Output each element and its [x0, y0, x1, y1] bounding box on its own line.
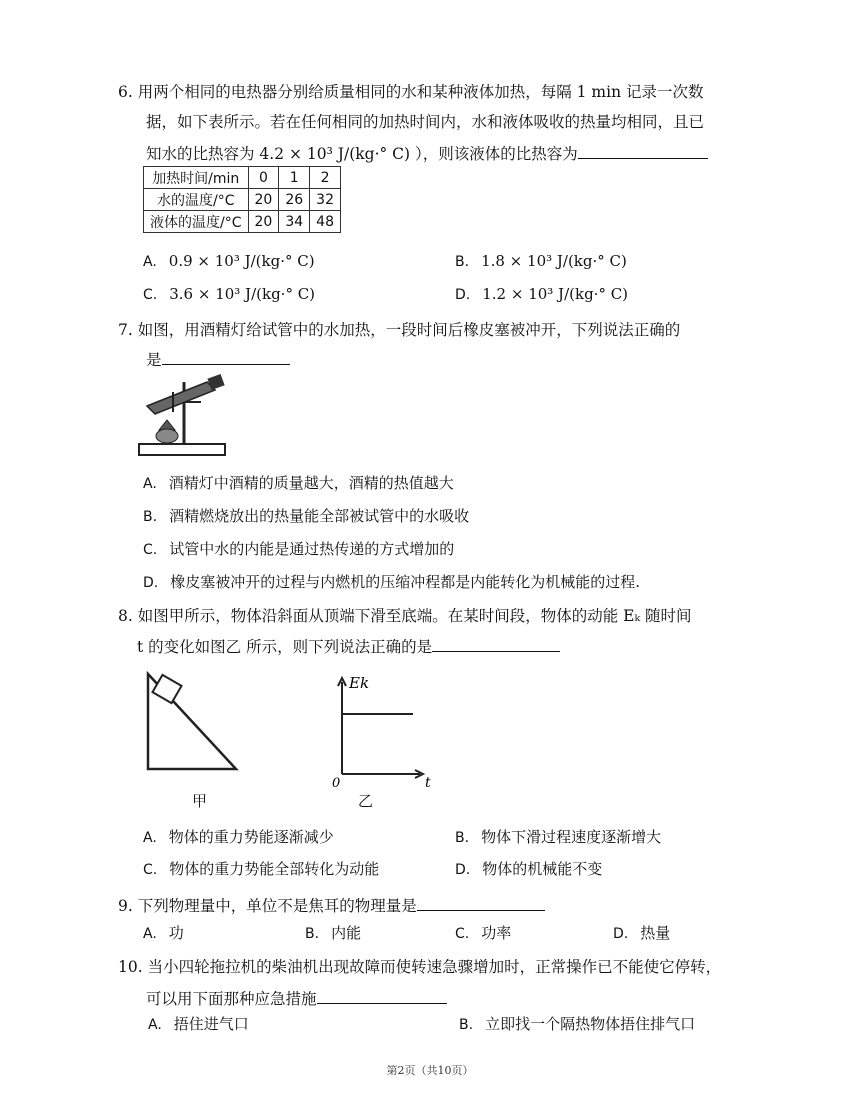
table-cell: 20 [248, 211, 279, 233]
q10-line1: 10. 当小四轮拖拉机的柴油机出现故障而使转速急骤增加时，正常操作已不能使它停转， [118, 958, 722, 976]
table-row [144, 211, 341, 233]
q6-option-c[interactable]: C. 3.6 × 10³ J/(kg·° C) [143, 285, 316, 303]
table-cell: 水的温度/°C [144, 189, 249, 211]
q9-option-c[interactable]: C. 功率 [455, 924, 512, 942]
q6-line3: 知水的比热容为 4.2 × 10³ J/(kg·° C) ），则该液体的比热容为 [146, 140, 708, 164]
q10-option-a[interactable]: A. 捂住进气口 [148, 1015, 249, 1033]
q7-option-c[interactable]: C. 试管中水的内能是通过热传递的方式增加的 [143, 540, 455, 558]
figure-label-yi: 乙 [358, 792, 374, 810]
table-cell: 20 [248, 189, 279, 211]
table-cell: 液体的温度/°C [144, 211, 249, 233]
table-cell: 2 [310, 167, 341, 189]
table-row [144, 167, 341, 189]
page-footer: 第2页（共10页） [386, 1064, 474, 1077]
q8-option-a[interactable]: A. 物体的重力势能逐渐减少 [143, 828, 334, 846]
q9-option-d[interactable]: D. 热量 [613, 924, 671, 942]
q7-option-b[interactable]: B. 酒精燃烧放出的热量能全部被试管中的水吸收 [143, 507, 470, 525]
q6-option-b[interactable]: B. 1.8 × 10³ J/(kg·° C) [455, 252, 627, 270]
table-cell: 0 [248, 167, 279, 189]
q9-option-b[interactable]: B. 内能 [305, 924, 362, 942]
q7-line1: 7. 如图，用酒精灯给试管中的水加热，一段时间后橡皮塞被冲开，下列说法正确的 [118, 321, 681, 339]
answer-blank [432, 633, 560, 652]
q7-option-a[interactable]: A. 酒精灯中酒精的质量越大，酒精的热值越大 [143, 474, 454, 492]
q10-line2: 可以用下面那种应急措施 [146, 985, 447, 1009]
figure-label-jia: 甲 [192, 792, 208, 810]
answer-blank [162, 346, 290, 365]
q9-line1: 9. 下列物理量中，单位不是焦耳的物理量是 [118, 892, 545, 916]
table-cell: 32 [310, 189, 341, 211]
q6-line1: 6. 用两个相同的电热器分别给质量相同的水和某种液体加热，每隔 1 min 记录一次数 [118, 83, 704, 101]
q8-option-b[interactable]: B. 物体下滑过程速度逐渐增大 [455, 828, 662, 846]
table-row [144, 189, 341, 211]
answer-blank [578, 140, 708, 159]
q6-option-a[interactable]: A. 0.9 × 10³ J/(kg·° C) [143, 252, 315, 270]
q8-line2: t 的变化如图乙 所示，则下列说法正确的是 [137, 633, 560, 657]
axis-label-t: t [425, 775, 431, 791]
table-cell: 加热时间/min [144, 167, 249, 189]
q8-line1: 8. 如图甲所示，物体沿斜面从顶端下滑至底端。在某时间段，物体的动能 Eₖ 随时间 [118, 607, 692, 625]
q7-option-d[interactable]: D. 橡皮塞被冲开的过程与内燃机的压缩冲程都是内能转化为机械能的过程. [143, 573, 641, 591]
q7-line2: 是 [146, 346, 290, 370]
table-cell: 34 [279, 211, 310, 233]
answer-blank [417, 892, 545, 911]
data-table [143, 166, 341, 233]
table-cell: 1 [279, 167, 310, 189]
axis-origin-label: 0 [332, 776, 341, 791]
axis-label-ek: Ek [349, 674, 370, 692]
q9-option-a[interactable]: A. 功 [143, 924, 184, 942]
ek-time-graph [325, 672, 431, 791]
table-cell: 48 [310, 211, 341, 233]
table-cell: 26 [279, 189, 310, 211]
q6-line2: 据，如下表所示。若在任何相同的加热时间内，水和液体吸收的热量均相同，且已 [146, 113, 705, 131]
test-tube-apparatus-image [137, 372, 229, 458]
answer-blank [317, 985, 447, 1004]
incline-figure [140, 672, 240, 774]
q8-option-d[interactable]: D. 物体的机械能不变 [455, 860, 603, 878]
q6-option-d[interactable]: D. 1.2 × 10³ J/(kg·° C) [455, 285, 629, 303]
q10-option-b[interactable]: B. 立即找一个隔热物体捂住排气口 [459, 1015, 696, 1033]
q8-option-c[interactable]: C. 物体的重力势能全部转化为动能 [143, 860, 380, 878]
